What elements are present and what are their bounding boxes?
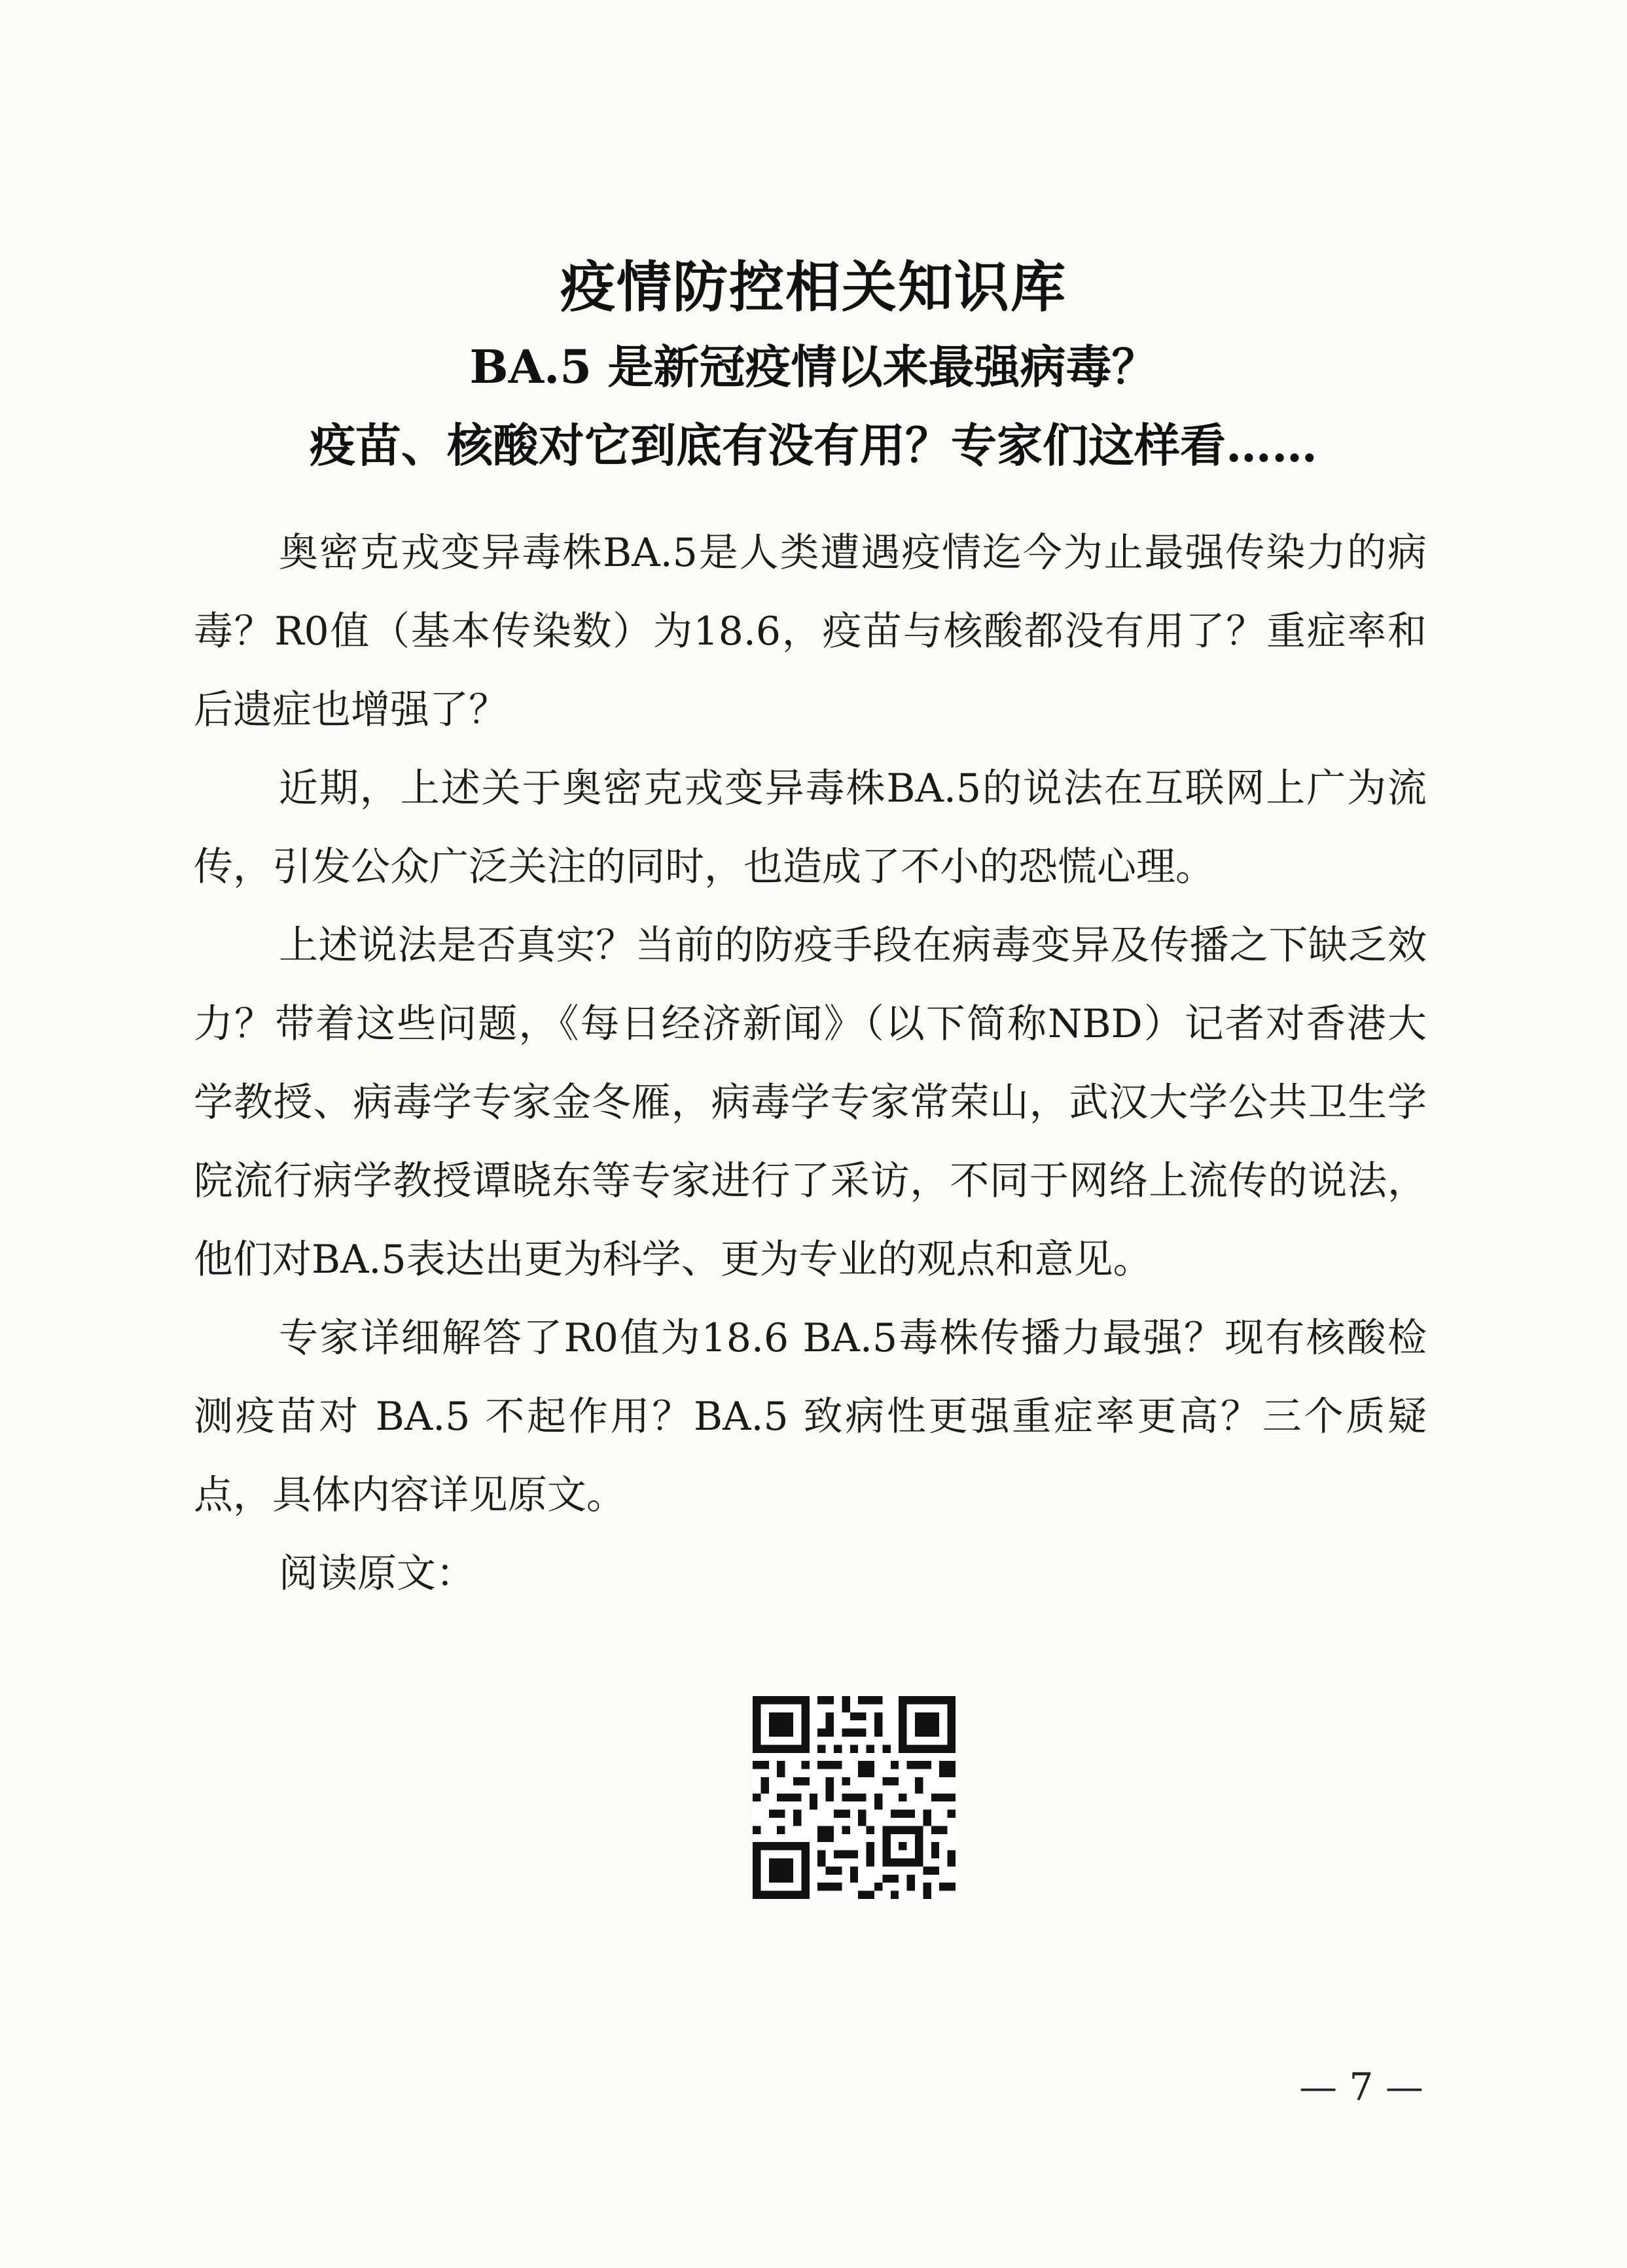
qr-code-icon <box>753 1696 956 1899</box>
document-title: 疫情防控相关知识库 <box>560 255 1067 319</box>
read-original-label: 阅读原文： <box>279 1551 475 1597</box>
paragraph-intro-questions: 奥密克戎变异毒株BA.5是人类遭遇疫情迄今为止最强传染力的病毒？R0值（基本传染数）为18.6，疫苗与核酸都没有用了？重症率和后遗症也增强了？ <box>194 530 1427 733</box>
qr-code-image[interactable] <box>753 1696 956 1899</box>
page-number: — 7 — <box>1299 2064 1423 2109</box>
article-headline-line-2: 疫苗、核酸对它到底有没有用？专家们这样看…… <box>310 418 1317 472</box>
paragraph-expert-interviews: 上述说法是否真实？当前的防疫手段在病毒变异及传播之下缺乏效力？带着这些问题，《每日经济新闻》（以下简称NBD）记者对香港大学教授、病毒学专家金冬雁，病毒学专家常荣山，武汉大学公共卫生学院流行病学教授谭晓东等专家进行了采访，不同于网络上流传的说法，他们对BA.5表达出更为科学、更为专业的观点和意见。 <box>194 923 1427 1283</box>
paragraph-summary: 专家详细解答了R0值为18.6 BA.5毒株传播力最强？现有核酸检测疫苗对 BA.5 不起作用？BA.5 致病性更强重症率更高？三个质疑点，具体内容详见原文。 <box>194 1315 1427 1518</box>
article-headline-line-1: BA.5 是新冠疫情以来最强病毒？ <box>469 340 1158 394</box>
article-body <box>194 514 1427 1613</box>
paragraph-context: 近期，上述关于奥密克戎变异毒株BA.5的说法在互联网上广为流传，引发公众广泛关注的同时，也造成了不小的恐慌心理。 <box>194 766 1427 890</box>
